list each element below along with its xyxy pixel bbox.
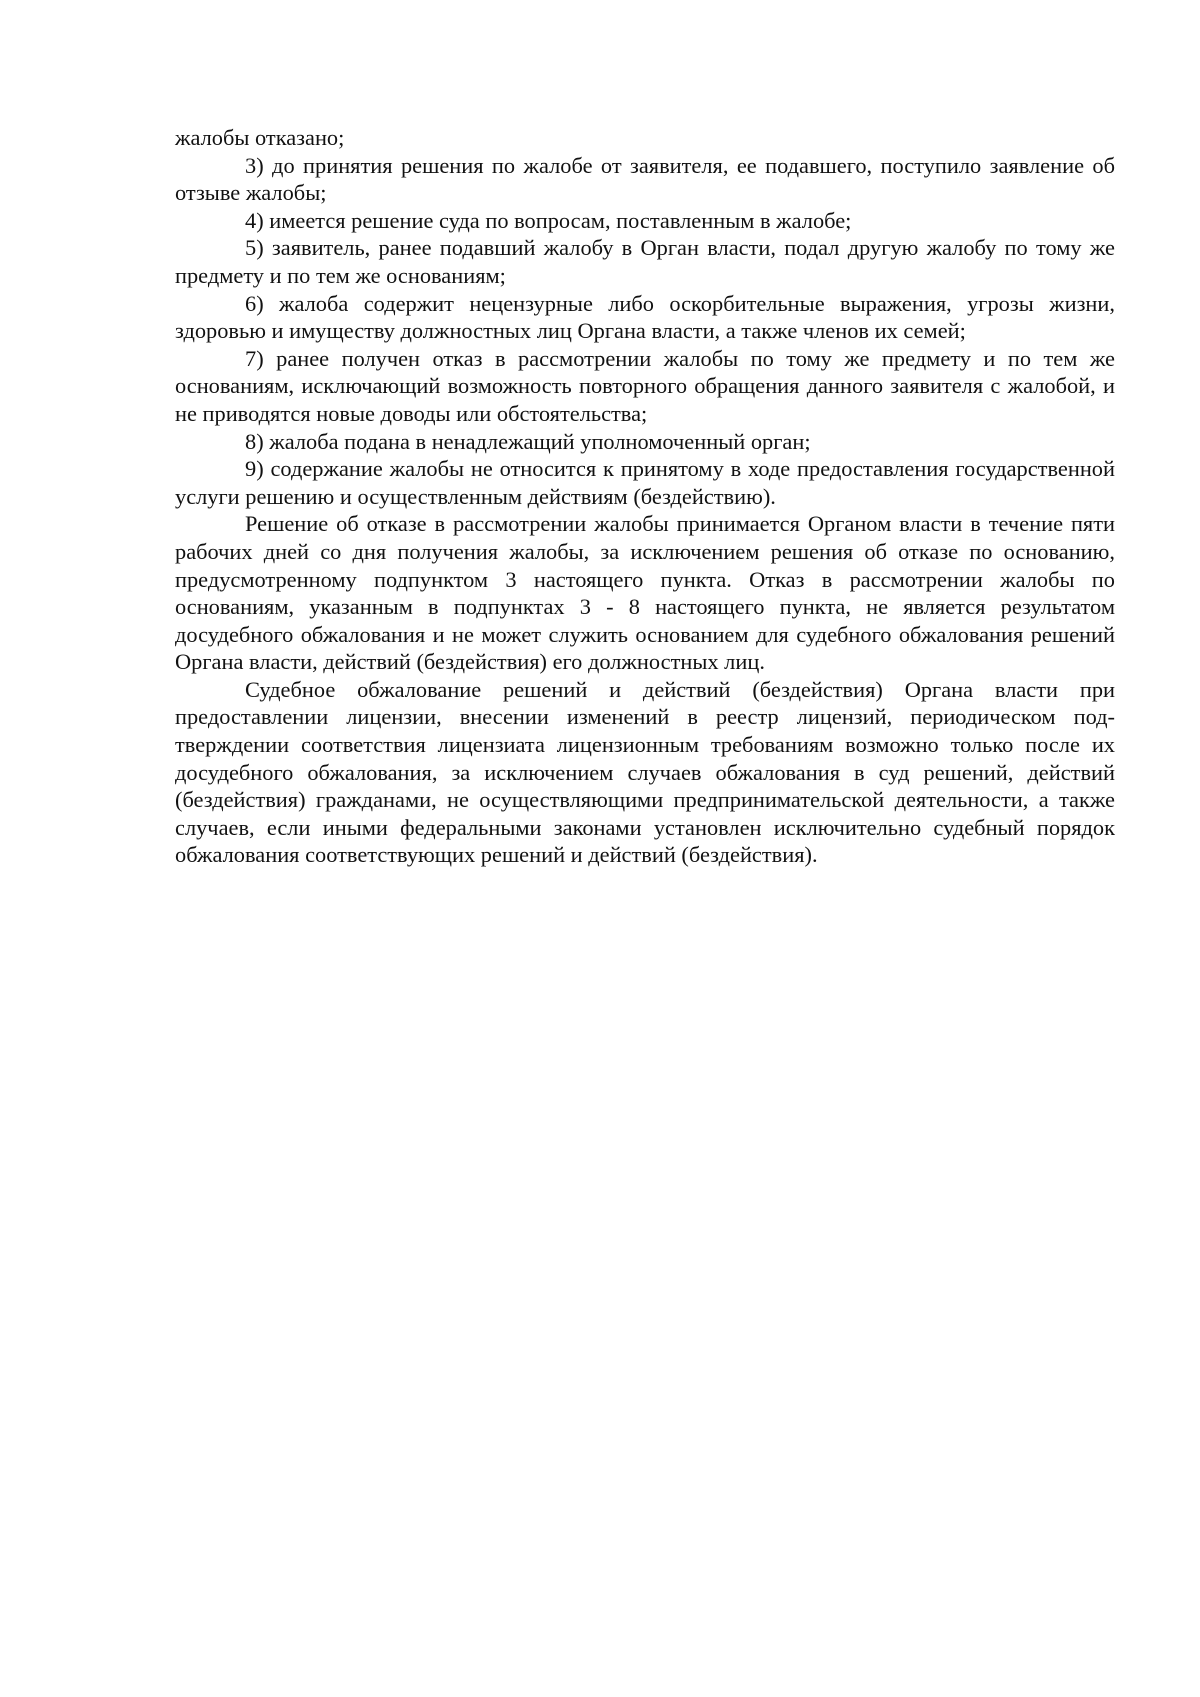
paragraph-item-8: 8) жалоба подана в ненадлежащий уполномоченный орган; — [245, 428, 811, 454]
paragraph-item-3: 3) до принятия решения по жалобе от заявителя, ее подавшего, поступило заявление об отзыве жалобы; — [175, 152, 1115, 206]
paragraph-judicial-appeal: Судебное обжалование решений и действий (бездействия) Органа власти при предоставлении лицензии, внесении изменений в реестр лицензий, периодическом подтверждении соответствия лицензиата лицензионным требованиям возможно только после их досудебного обжалования, за исключением случаев обжалования в суд решений, действий (бездействия) гражданами, не осуществляющими предпринимательской деятельности, а также случаев, если иными федеральными законами установлен исключительно судебный порядок обжалования соответствующих решений и действий (бездействия). — [175, 676, 1115, 868]
paragraph-continuation: жалобы отказано; — [175, 125, 345, 150]
paragraph-refusal-decision: Решение об отказе в рассмотрении жалобы принимается Органом власти в течение пяти рабочих дней со дня получения жалобы, за исключением решения об отказе по основанию, предусмотренному подпунктом 3 настоящего пункта. Отказ в рассмотрении жалобы по основаниям, указанным в подпунктах 3 - 8 настоящего пункта, не является результатом досудебного обжалования и не может служить основанием для судебного обжалования решений Органа власти, действий (бездействия) его должностных лиц. — [175, 511, 1115, 675]
paragraph-item-5: 5) заявитель, ранее подавший жалобу в Орган власти, подал другую жалобу по тому же предмету и по тем же основаниям; — [175, 235, 1115, 288]
paragraph-item-4: 4) имеется решение суда по вопросам, поставленным в жалобе; — [245, 207, 852, 233]
paragraph-item-6: 6) жалоба содержит нецензурные либо оскорбительные выражения, угрозы жизни, здоровью и имуществу должностных лиц Органа власти, а также членов их семей; — [175, 290, 1115, 344]
document-body — [175, 124, 1115, 869]
paragraph-item-9: 9) содержание жалобы не относится к принятому в ходе предоставления государственной услуги решению и осуществленным действиям (бездействию). — [175, 456, 1115, 509]
paragraph-item-7: 7) ранее получен отказ в рассмотрении жалобы по тому же предмету и по тем же основаниям, исключающий возможность повторного обращения данного заявителя с жалобой, и не приводятся новые доводы или обстоятельства; — [175, 345, 1115, 426]
